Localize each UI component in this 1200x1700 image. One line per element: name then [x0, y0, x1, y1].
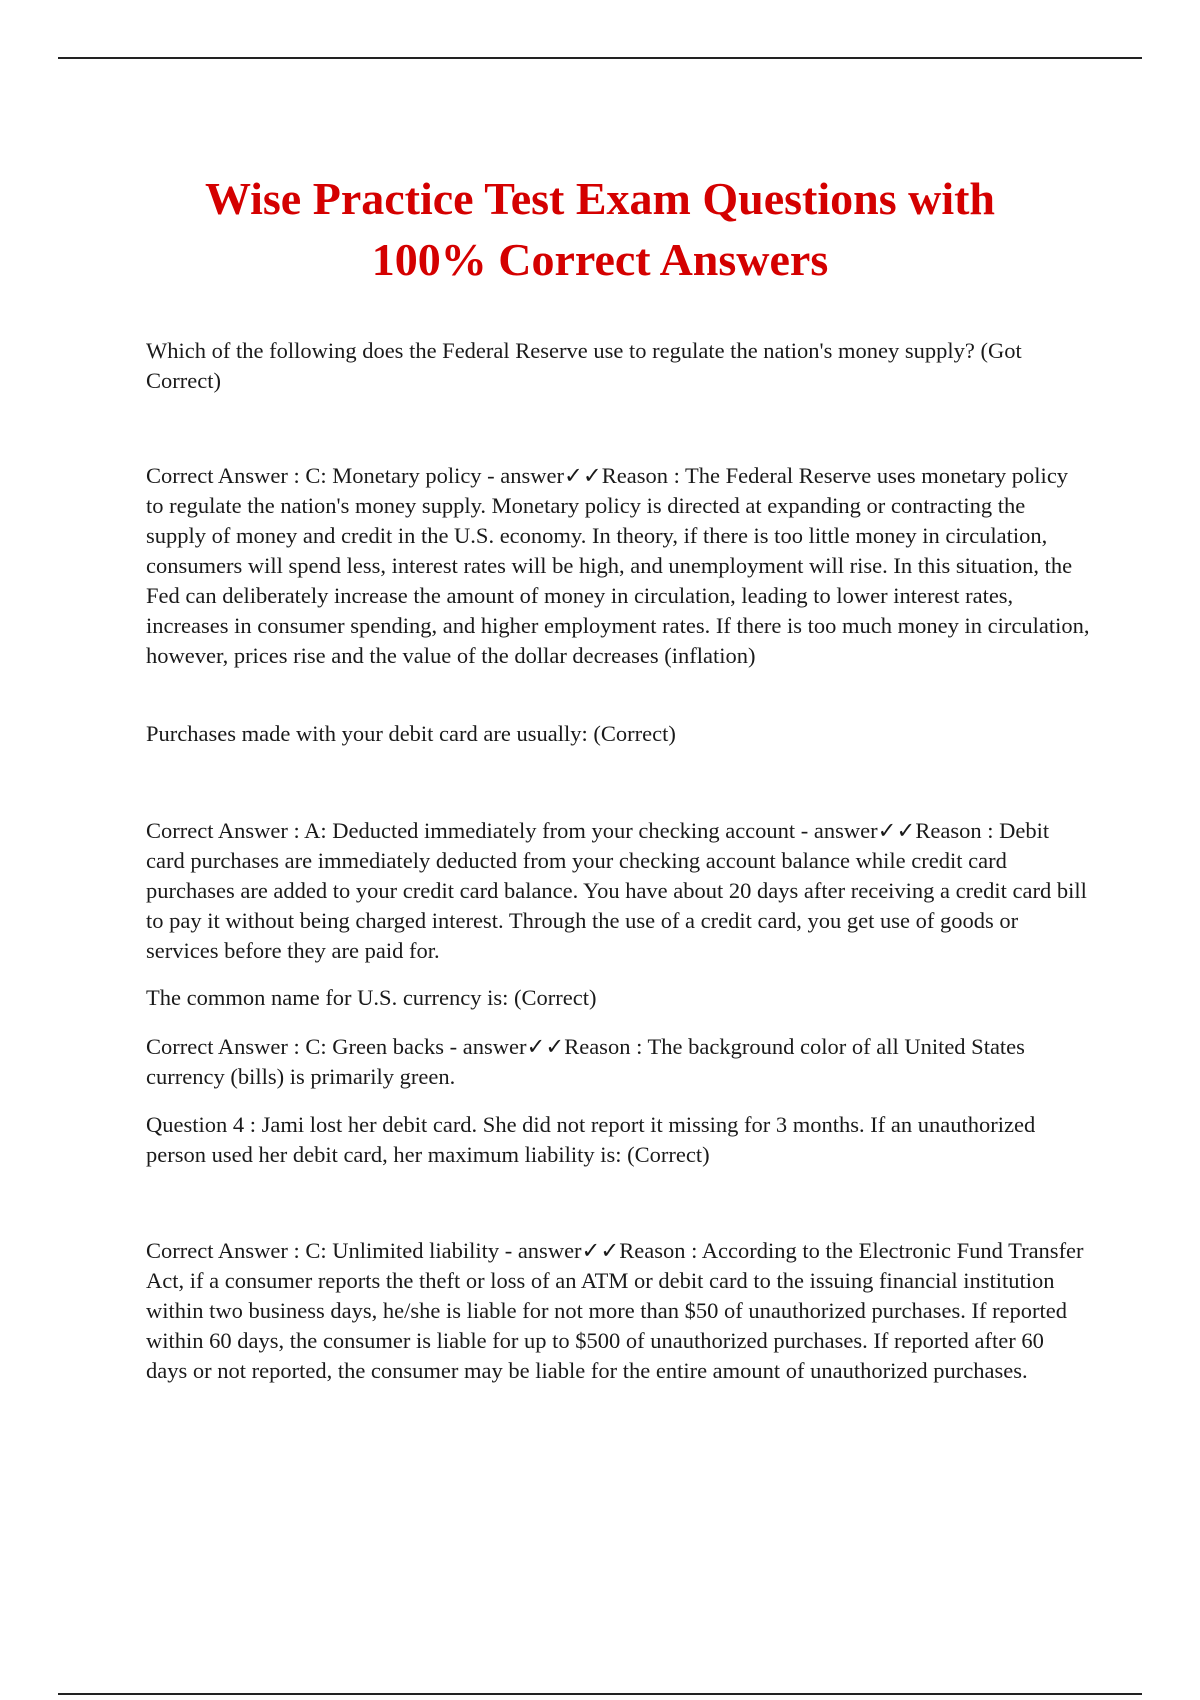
answer-2: Correct Answer : A: Deducted immediately from your checking account - answer✓✓Reason : Debit card purchases are immediately deducted from your checking account balance while credit card purchases are added to your credit card balance. You have about 20 days after receiving a credit card bill to pay it without being charged interest. Through the use of a credit card, you get use of goods or services before they are paid for.: [146, 818, 1087, 963]
question-1: Which of the following does the Federal Reserve use to regulate the nation's money supply? (Got Correct): [146, 338, 1022, 393]
title-line-1: Wise Practice Test Exam Questions with: [204, 173, 996, 224]
question-3: The common name for U.S. currency is: (Correct): [146, 985, 597, 1010]
answer-3: Correct Answer : C: Green backs - answer✓✓Reason : The background color of all United States currency (bills) is primarily green.: [146, 1034, 1025, 1089]
top-rule: [58, 57, 1142, 59]
question-4: Question 4 : Jami lost her debit card. She did not report it missing for 3 months. If an unauthorized person used her debit card, her maximum liability is: (Correct): [146, 1112, 1036, 1167]
question-2: Purchases made with your debit card are usually: (Correct): [146, 721, 676, 746]
bottom-rule: [58, 1693, 1142, 1695]
title-line-2: 100% Correct Answers: [371, 234, 829, 285]
answer-1: Correct Answer : C: Monetary policy - answer✓✓Reason : The Federal Reserve uses monetary policy to regulate the nation's money supply. Monetary policy is directed at expanding or contracting the supply of money and credit in the U.S. economy. In theory, if there is too little money in circulation, consumers will spend less, interest rates will be high, and unemployment will rise. In this situation, the Fed can deliberately increase the amount of money in circulation, leading to lower interest rates, increases in consumer spending, and higher employment rates. If there is too much money in circulation, however, prices rise and the value of the dollar decreases (inflation): [146, 463, 1090, 668]
answer-4: Correct Answer : C: Unlimited liability - answer✓✓Reason : According to the Electronic Fund Transfer Act, if a consumer reports the theft or loss of an ATM or debit card to the issuing financial institution within two business days, he/she is liable for not more than $50 of unauthorized purchases. If reported within 60 days, the consumer is liable for up to $500 of unauthorized purchases. If reported after 60 days or not reported, the consumer may be liable for the entire amount of unauthorized purchases.: [146, 1238, 1084, 1383]
document-title: [120, 168, 1080, 290]
